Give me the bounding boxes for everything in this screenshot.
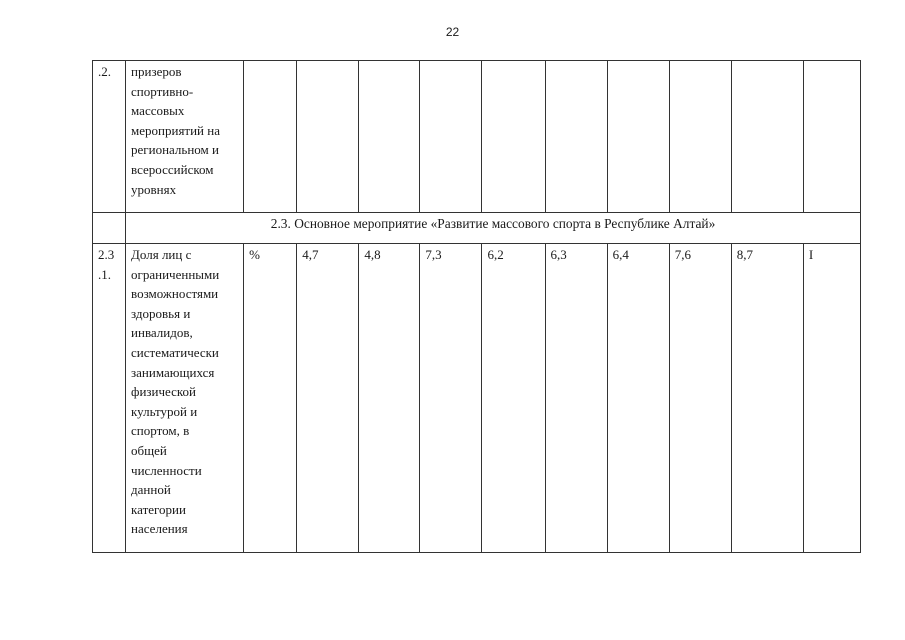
indicator-line: уровнях <box>131 181 177 197</box>
value-cell <box>482 61 545 213</box>
value-cell: 4,7 <box>297 244 359 553</box>
value-cell: 6,2 <box>482 244 545 553</box>
value-cell: 7,6 <box>669 244 731 553</box>
value-cell <box>545 61 607 213</box>
row-number: .2. <box>93 61 126 213</box>
indicator-line: спортивно- <box>131 83 194 99</box>
indicator-line: категории <box>131 501 186 517</box>
indicator-line: спортом, в <box>131 423 190 439</box>
indicators-table <box>92 60 861 553</box>
indicator-name <box>126 244 244 553</box>
value-cell: 8,7 <box>731 244 803 553</box>
indicator-line: мероприятий на <box>131 122 220 138</box>
indicator-line: общей <box>131 442 167 458</box>
indicator-line: всероссийском <box>131 161 214 177</box>
row-number-line: .1. <box>98 266 111 282</box>
indicator-line: физической <box>131 384 197 400</box>
row-number-line: 2.3 <box>98 247 115 262</box>
section-title: 2.3. Основное мероприятие «Развитие массового спорта в Республике Алтай» <box>126 213 861 244</box>
indicator-line: численности <box>131 462 202 478</box>
indicator-line: культурой и <box>131 403 198 419</box>
indicator-line: Доля лиц с <box>131 247 192 262</box>
indicator-line: возможностями <box>131 286 219 302</box>
value-cell <box>297 61 359 213</box>
value-cell <box>359 61 420 213</box>
indicator-line: призеров <box>131 64 182 79</box>
indicator-line: инвалидов, <box>131 325 193 341</box>
value-cell: 6,3 <box>545 244 607 553</box>
indicator-line: региональном и <box>131 142 219 158</box>
indicator-line: массовых <box>131 103 185 119</box>
value-cell: I <box>803 244 860 553</box>
indicator-line: занимающихся <box>131 364 215 380</box>
value-cell <box>669 61 731 213</box>
unit-cell <box>244 61 297 213</box>
indicator-name <box>126 61 244 213</box>
unit-cell: % <box>244 244 297 553</box>
value-cell <box>803 61 860 213</box>
row-number <box>93 244 126 553</box>
indicator-line: здоровья и <box>131 305 191 321</box>
indicator-line: ограниченными <box>131 266 220 282</box>
indicator-line: систематически <box>131 344 219 360</box>
value-cell: 7,3 <box>420 244 482 553</box>
value-cell: 6,4 <box>607 244 669 553</box>
value-cell <box>420 61 482 213</box>
table-row <box>93 61 861 213</box>
page-number: 22 <box>445 25 460 39</box>
value-cell: 4,8 <box>359 244 420 553</box>
indicator-line: данной <box>131 482 171 498</box>
table-row <box>93 244 861 553</box>
value-cell <box>731 61 803 213</box>
section-number-cell <box>93 213 126 244</box>
value-cell <box>607 61 669 213</box>
indicator-line: населения <box>131 521 188 537</box>
section-row <box>93 213 861 244</box>
